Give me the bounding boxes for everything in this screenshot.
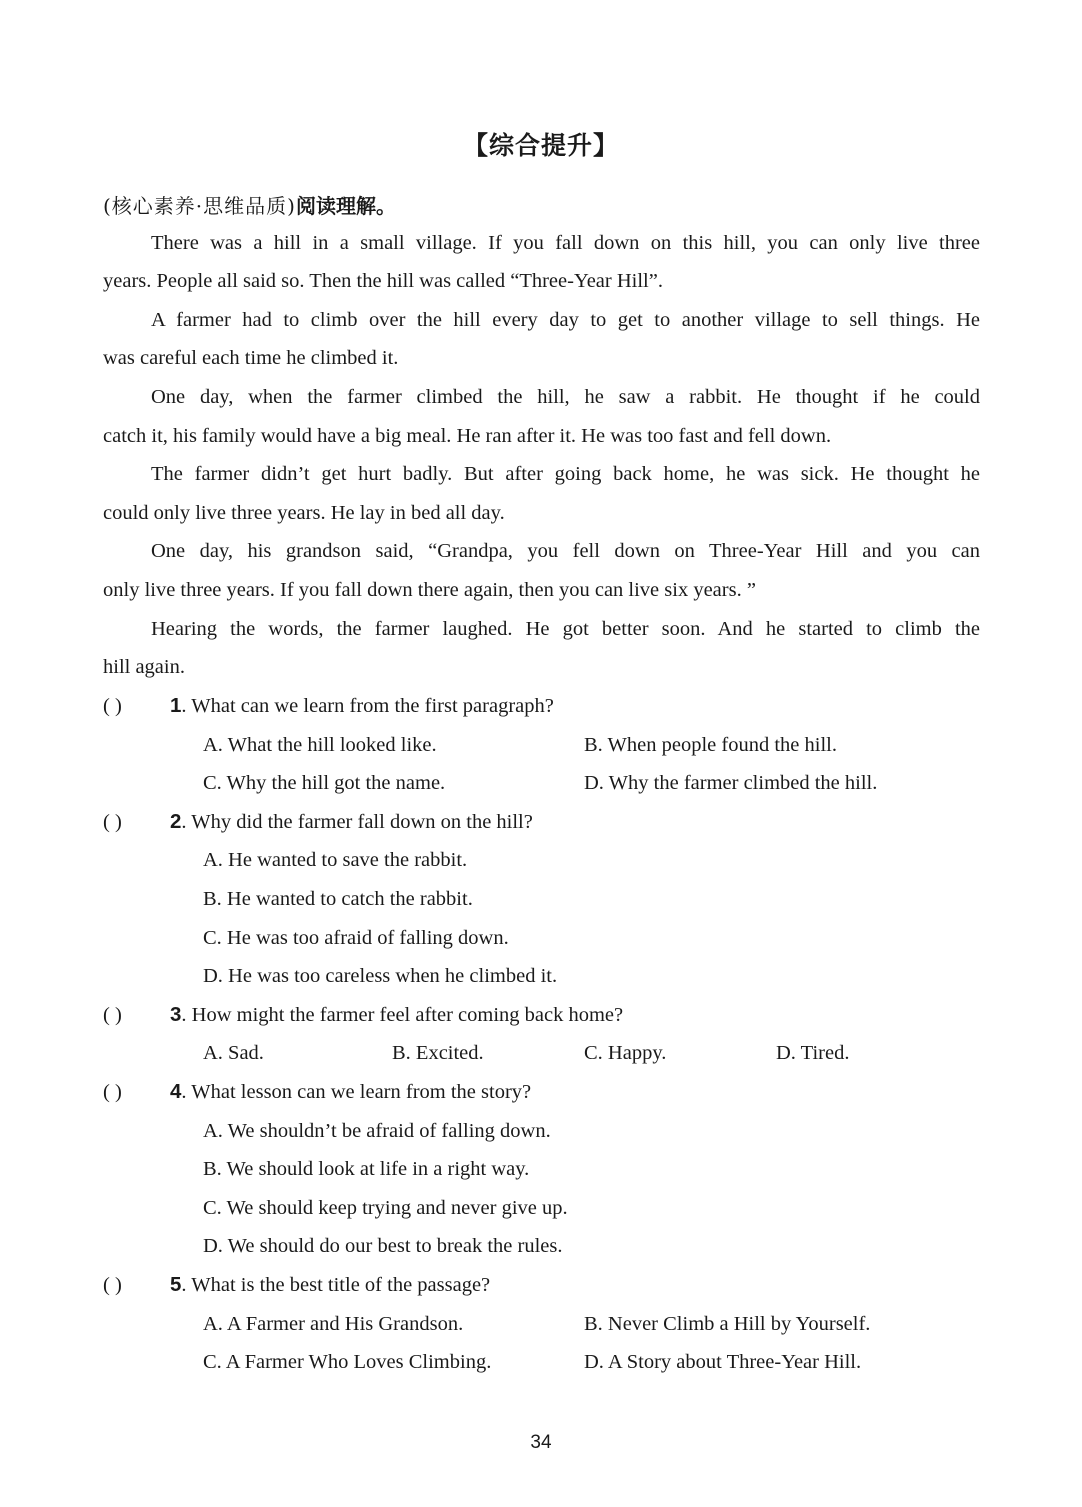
answer-blank[interactable]: ( ) <box>103 695 122 717</box>
question-5 <box>103 1271 490 1299</box>
page-number: 34 <box>530 1432 552 1453</box>
question-text: . What is the best title of the passage? <box>181 1274 491 1296</box>
option-b[interactable]: B. Excited. <box>392 1042 484 1064</box>
option-c[interactable]: C. Happy. <box>584 1042 667 1064</box>
answer-blank[interactable]: ( ) <box>103 811 122 833</box>
passage-p1-line2: years. People all said so. Then the hill was called “Three-Year Hill”. <box>103 270 663 292</box>
option-a[interactable]: A. Sad. <box>203 1042 264 1064</box>
option-d[interactable]: D. We should do our best to break the rules. <box>203 1235 563 1257</box>
question-text: . How might the farmer feel after coming back home? <box>181 1004 624 1026</box>
passage-p2-line2: was careful each time he climbed it. <box>103 347 399 369</box>
section-title: 【综合提升】 <box>462 131 619 160</box>
question-number: 2 <box>170 810 182 833</box>
option-d[interactable]: D. Tired. <box>776 1042 850 1064</box>
instruction-tag: (核心素养·思维品质) <box>103 194 296 218</box>
option-a[interactable]: A. He wanted to save the rabbit. <box>203 849 468 871</box>
passage-p4-line2: could only live three years. He lay in bed all day. <box>103 502 505 524</box>
question-text: . What can we learn from the first paragraph? <box>181 695 554 717</box>
option-c[interactable]: C. Why the hill got the name. <box>203 772 446 794</box>
question-4 <box>103 1078 531 1106</box>
question-text: . What lesson can we learn from the story? <box>181 1081 532 1103</box>
answer-blank[interactable]: ( ) <box>103 1274 122 1296</box>
option-d[interactable]: D. A Story about Three-Year Hill. <box>584 1351 862 1373</box>
passage-p5-line2: only live three years. If you fall down there again, then you can live six years. ” <box>103 579 756 601</box>
question-3 <box>103 1001 623 1029</box>
passage-p3-line2: catch it, his family would have a big meal. He ran after it. He was too fast and fell down. <box>103 425 832 447</box>
answer-blank[interactable]: ( ) <box>103 1081 122 1103</box>
passage-p6-line2: hill again. <box>103 656 185 678</box>
option-a[interactable]: A. A Farmer and His Grandson. <box>203 1313 464 1335</box>
answer-blank[interactable]: ( ) <box>103 1004 122 1026</box>
option-b[interactable]: B. When people found the hill. <box>584 734 837 756</box>
passage-p5-line1: One day, his grandson said, “Grandpa, you fell down on Three-Year Hill and you can <box>151 540 980 562</box>
option-b[interactable]: B. He wanted to catch the rabbit. <box>203 888 473 910</box>
option-c[interactable]: C. A Farmer Who Loves Climbing. <box>203 1351 492 1373</box>
option-a[interactable]: A. What the hill looked like. <box>203 734 437 756</box>
instruction <box>103 190 396 219</box>
question-2 <box>103 808 533 836</box>
passage-p4-line1: The farmer didn’t get hurt badly. But after going back home, he was sick. He thought he <box>151 463 980 485</box>
question-number: 4 <box>170 1080 182 1103</box>
question-number: 3 <box>170 1003 182 1026</box>
option-d[interactable]: D. Why the farmer climbed the hill. <box>584 772 878 794</box>
question-number: 5 <box>170 1273 182 1296</box>
question-text: . Why did the farmer fall down on the hill? <box>181 811 533 833</box>
question-1 <box>103 692 554 720</box>
option-c[interactable]: C. We should keep trying and never give up. <box>203 1197 568 1219</box>
option-c[interactable]: C. He was too afraid of falling down. <box>203 927 509 949</box>
passage-p3-line1: One day, when the farmer climbed the hill, he saw a rabbit. He thought if he could <box>151 386 980 408</box>
option-a[interactable]: A. We shouldn’t be afraid of falling down. <box>203 1120 551 1142</box>
passage-p2-line1: A farmer had to climb over the hill every day to get to another village to sell things. He <box>151 309 980 331</box>
option-b[interactable]: B. We should look at life in a right way. <box>203 1158 530 1180</box>
option-d[interactable]: D. He was too careless when he climbed it. <box>203 965 558 987</box>
passage-p1-line1: There was a hill in a small village. If you fall down on this hill, you can only live three <box>151 232 980 254</box>
question-number: 1 <box>170 694 182 717</box>
instruction-text: 阅读理解。 <box>295 194 396 218</box>
passage-p6-line1: Hearing the words, the farmer laughed. He got better soon. And he started to climb the <box>151 618 980 640</box>
option-b[interactable]: B. Never Climb a Hill by Yourself. <box>584 1313 871 1335</box>
